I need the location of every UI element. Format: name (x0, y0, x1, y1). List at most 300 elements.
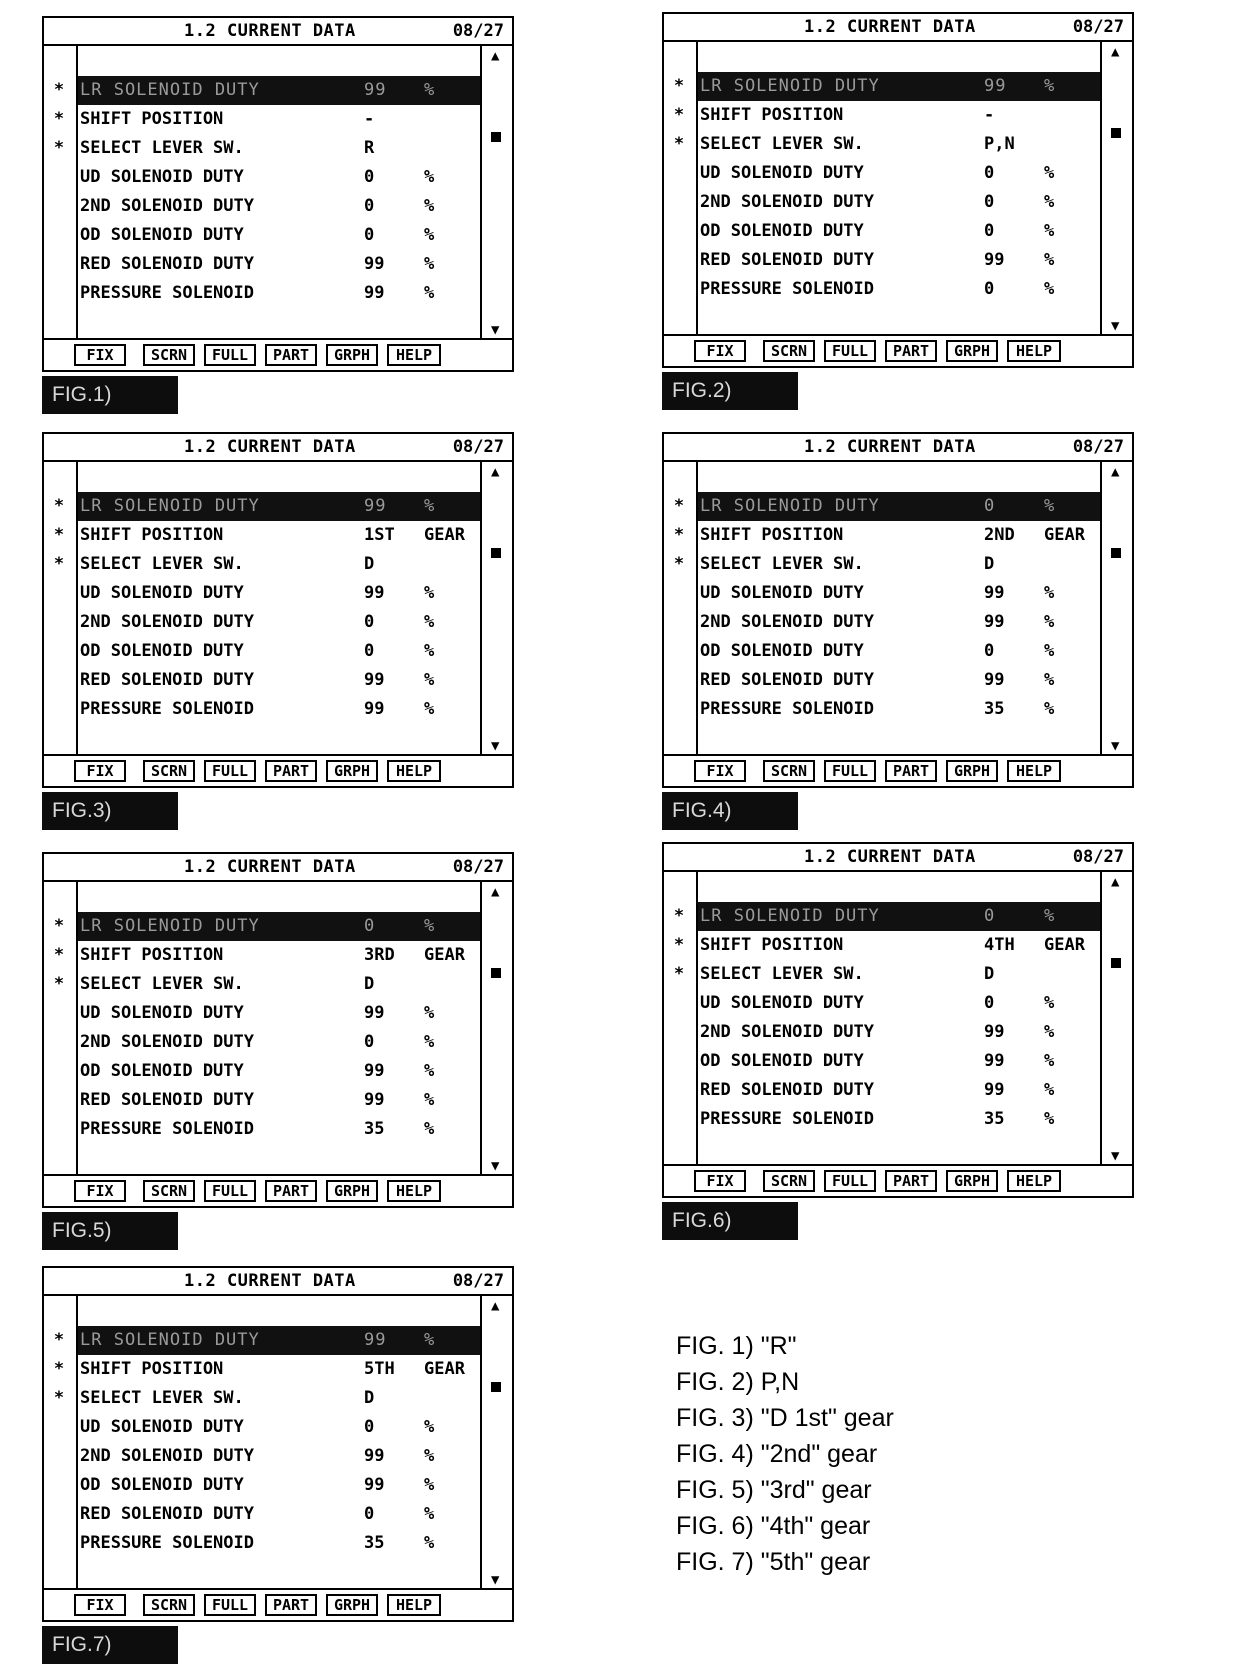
triangle-down-icon[interactable]: ▼ (1111, 1148, 1120, 1164)
parameter-name: PRESSURE SOLENOID (80, 1533, 254, 1553)
triangle-up-icon[interactable]: ▲ (1111, 464, 1120, 480)
parameter-value: 0 (364, 225, 375, 245)
parameter-unit: % (424, 612, 435, 632)
parameter-value: 99 (984, 670, 1005, 690)
parameter-unit: % (1044, 496, 1056, 516)
parameter-name: OD SOLENOID DUTY (700, 1051, 864, 1071)
data-row[interactable] (78, 1057, 480, 1086)
selected-marker: * (673, 906, 685, 926)
softkey-scrn-button[interactable]: SCRN (763, 760, 815, 782)
data-row[interactable] (53, 521, 480, 550)
screen-title: 1.2 CURRENT DATA (184, 1271, 356, 1291)
parameter-value: 35 (984, 699, 1005, 719)
parameter-value: 0 (984, 496, 996, 516)
parameter-name: LR SOLENOID DUTY (700, 906, 880, 926)
screen-header (664, 434, 1132, 462)
data-row[interactable] (698, 579, 1100, 608)
softkey-fix-button[interactable]: FIX (74, 760, 126, 782)
softkey-part-button[interactable]: PART (885, 1170, 937, 1192)
triangle-up-icon[interactable]: ▲ (1111, 44, 1120, 60)
square-icon[interactable] (1111, 128, 1121, 138)
parameter-unit: % (1044, 250, 1055, 270)
triangle-up-icon[interactable]: ▲ (491, 884, 500, 900)
parameter-name: UD SOLENOID DUTY (80, 167, 244, 187)
parameter-name: SHIFT POSITION (80, 945, 224, 965)
parameter-name: LR SOLENOID DUTY (80, 1330, 260, 1350)
selected-marker: * (53, 109, 65, 129)
parameter-value: D (984, 554, 995, 574)
data-row[interactable] (673, 101, 1100, 130)
softkey-help-button[interactable]: HELP (1007, 760, 1061, 782)
scrollbar[interactable] (480, 1296, 512, 1590)
selected-marker: * (673, 525, 685, 545)
scan-tool-screen (662, 12, 1134, 368)
square-icon[interactable] (491, 548, 501, 558)
data-row[interactable] (78, 1086, 480, 1115)
screen-title: 1.2 CURRENT DATA (184, 21, 356, 41)
parameter-value: 99 (364, 80, 387, 100)
parameter-value: 99 (984, 583, 1005, 603)
softkey-scrn-button[interactable]: SCRN (763, 340, 815, 362)
selected-marker: * (673, 134, 685, 154)
parameter-name: RED SOLENOID DUTY (80, 670, 254, 690)
triangle-up-icon[interactable]: ▲ (491, 1298, 500, 1314)
softkey-part-button[interactable]: PART (265, 1594, 317, 1616)
softkey-full-button[interactable]: FULL (824, 760, 876, 782)
selected-marker: * (53, 974, 65, 994)
parameter-value: D (984, 964, 995, 984)
data-row[interactable] (53, 1384, 480, 1413)
legend-item: FIG. 1) "R" (676, 1332, 797, 1360)
parameter-unit: % (424, 496, 436, 516)
legend-item: FIG. 7) "5th" gear (676, 1548, 871, 1576)
softkey-full-button[interactable]: FULL (824, 340, 876, 362)
scan-tool-panel (662, 432, 1134, 822)
softkey-part-button[interactable]: PART (885, 340, 937, 362)
softkey-fix-button[interactable]: FIX (694, 1170, 746, 1192)
parameter-unit: % (1044, 906, 1056, 926)
parameter-name: SHIFT POSITION (80, 525, 224, 545)
page-counter: 08/27 (1072, 847, 1124, 867)
parameter-value: 0 (984, 906, 996, 926)
parameter-name: RED SOLENOID DUTY (700, 1080, 874, 1100)
parameter-name: RED SOLENOID DUTY (700, 250, 874, 270)
scan-tool-screen (42, 852, 514, 1208)
data-row[interactable] (78, 1413, 480, 1442)
scrollbar[interactable] (480, 462, 512, 756)
softkey-part-button[interactable]: PART (265, 344, 317, 366)
parameter-value: - (984, 105, 995, 125)
softkey-help-button[interactable]: HELP (387, 1594, 441, 1616)
selected-marker: * (673, 554, 685, 574)
softkey-fix-button[interactable]: FIX (694, 760, 746, 782)
data-row[interactable] (698, 159, 1100, 188)
data-row[interactable] (698, 1018, 1100, 1047)
parameter-value: 99 (364, 1090, 385, 1110)
figure-caption: FIG.7) (42, 1626, 178, 1664)
parameter-name: SELECT LEVER SW. (700, 964, 864, 984)
parameter-name: OD SOLENOID DUTY (700, 641, 864, 661)
data-row[interactable] (698, 695, 1100, 724)
softkey-grph-button[interactable]: GRPH (326, 1594, 378, 1616)
triangle-down-icon[interactable]: ▼ (491, 1572, 500, 1588)
parameter-unit: % (424, 1417, 435, 1437)
scrollbar[interactable] (480, 882, 512, 1176)
selected-marker: * (53, 138, 65, 158)
parameter-name: UD SOLENOID DUTY (80, 1003, 244, 1023)
selected-marker: * (53, 554, 65, 574)
parameter-name: 2ND SOLENOID DUTY (80, 196, 254, 216)
parameter-name: SELECT LEVER SW. (80, 138, 244, 158)
screen-title: 1.2 CURRENT DATA (804, 17, 976, 37)
parameter-unit: % (1044, 76, 1056, 96)
legend-item: FIG. 5) "3rd" gear (676, 1476, 872, 1504)
softkey-fix-button[interactable]: FIX (74, 1180, 126, 1202)
softkey-grph-button[interactable]: GRPH (326, 760, 378, 782)
softkey-help-button[interactable]: HELP (387, 760, 441, 782)
parameter-value: 99 (364, 1061, 385, 1081)
parameter-unit: % (1044, 583, 1055, 603)
softkey-bar (44, 1588, 512, 1620)
parameter-unit: % (1044, 163, 1055, 183)
parameter-unit: % (424, 254, 435, 274)
page-counter: 08/27 (452, 437, 504, 457)
data-row[interactable] (698, 1076, 1100, 1105)
selected-data-row[interactable] (53, 492, 480, 521)
parameter-value: 99 (364, 699, 385, 719)
parameter-unit: % (424, 1446, 435, 1466)
parameter-unit: GEAR (424, 525, 465, 545)
softkey-grph-button[interactable]: GRPH (326, 344, 378, 366)
parameter-name: LR SOLENOID DUTY (700, 76, 880, 96)
data-row[interactable] (78, 1115, 480, 1144)
parameter-unit: % (424, 1061, 435, 1081)
triangle-down-icon[interactable]: ▼ (1111, 738, 1120, 754)
data-row[interactable] (78, 250, 480, 279)
data-row[interactable] (53, 550, 480, 579)
data-list (53, 76, 480, 308)
parameter-value: 0 (984, 163, 995, 183)
figure-caption: FIG.2) (662, 372, 798, 410)
parameter-name: SHIFT POSITION (80, 1359, 224, 1379)
data-row[interactable] (673, 550, 1100, 579)
parameter-value: R (364, 138, 375, 158)
softkey-full-button[interactable]: FULL (824, 1170, 876, 1192)
parameter-value: 0 (364, 641, 375, 661)
parameter-name: PRESSURE SOLENOID (80, 699, 254, 719)
parameter-unit: % (1044, 1109, 1055, 1129)
parameter-value: D (364, 974, 375, 994)
square-icon[interactable] (491, 1382, 501, 1392)
data-row[interactable] (53, 941, 480, 970)
parameter-unit: GEAR (1044, 935, 1085, 955)
selected-data-row[interactable] (53, 76, 480, 105)
softkey-full-button[interactable]: FULL (204, 1594, 256, 1616)
parameter-name: PRESSURE SOLENOID (700, 279, 874, 299)
parameter-name: UD SOLENOID DUTY (700, 163, 864, 183)
scrollbar[interactable] (1100, 42, 1132, 336)
softkey-bar (664, 334, 1132, 366)
page-counter: 08/27 (452, 857, 504, 877)
softkey-full-button[interactable]: FULL (204, 344, 256, 366)
parameter-name: SHIFT POSITION (700, 935, 844, 955)
parameter-value: 2ND (984, 525, 1015, 545)
triangle-down-icon[interactable]: ▼ (491, 738, 500, 754)
parameter-value: 99 (364, 583, 385, 603)
selected-marker: * (673, 964, 685, 984)
square-icon[interactable] (1111, 958, 1121, 968)
softkey-help-button[interactable]: HELP (387, 344, 441, 366)
parameter-value: D (364, 1388, 375, 1408)
parameter-value: 0 (364, 916, 376, 936)
parameter-value: 99 (364, 1446, 385, 1466)
parameter-value: 99 (364, 254, 385, 274)
parameter-value: 1ST (364, 525, 395, 545)
parameter-unit: % (424, 283, 435, 303)
softkey-part-button[interactable]: PART (885, 760, 937, 782)
parameter-name: 2ND SOLENOID DUTY (80, 1446, 254, 1466)
softkey-scrn-button[interactable]: SCRN (143, 1180, 195, 1202)
data-row[interactable] (698, 217, 1100, 246)
selected-marker: * (53, 945, 65, 965)
selected-marker: * (673, 105, 685, 125)
data-list (53, 1326, 480, 1558)
softkey-scrn-button[interactable]: SCRN (763, 1170, 815, 1192)
data-row[interactable] (78, 1028, 480, 1057)
data-list (673, 72, 1100, 304)
data-row[interactable] (78, 1500, 480, 1529)
selected-marker: * (53, 525, 65, 545)
data-row[interactable] (698, 275, 1100, 304)
parameter-unit: % (424, 1533, 435, 1553)
data-row[interactable] (53, 1355, 480, 1384)
screen-title: 1.2 CURRENT DATA (184, 857, 356, 877)
data-row[interactable] (698, 1047, 1100, 1076)
softkey-scrn-button[interactable]: SCRN (143, 1594, 195, 1616)
parameter-value: 99 (364, 1475, 385, 1495)
data-row[interactable] (78, 579, 480, 608)
screen-header (664, 844, 1132, 872)
softkey-help-button[interactable]: HELP (1007, 340, 1061, 362)
triangle-up-icon[interactable]: ▲ (491, 464, 500, 480)
data-row[interactable] (698, 1105, 1100, 1134)
parameter-name: OD SOLENOID DUTY (80, 641, 244, 661)
parameter-unit: % (424, 699, 435, 719)
scrollbar[interactable] (1100, 462, 1132, 756)
parameter-value: 99 (984, 612, 1005, 632)
data-row[interactable] (78, 666, 480, 695)
scan-tool-panel (662, 842, 1134, 1232)
scrollbar[interactable] (1100, 872, 1132, 1166)
parameter-value: 0 (984, 221, 995, 241)
parameter-unit: % (1044, 1080, 1055, 1100)
parameter-name: SELECT LEVER SW. (80, 974, 244, 994)
triangle-up-icon[interactable]: ▲ (1111, 874, 1120, 890)
scan-tool-screen (662, 432, 1134, 788)
softkey-fix-button[interactable]: FIX (74, 1594, 126, 1616)
data-row[interactable] (78, 637, 480, 666)
softkey-grph-button[interactable]: GRPH (326, 1180, 378, 1202)
parameter-value: 99 (984, 1022, 1005, 1042)
parameter-unit: % (424, 916, 436, 936)
parameter-name: 2ND SOLENOID DUTY (80, 1032, 254, 1052)
parameter-unit: % (1044, 699, 1055, 719)
parameter-value: 0 (984, 641, 995, 661)
square-icon[interactable] (491, 968, 501, 978)
data-row[interactable] (698, 989, 1100, 1018)
data-row[interactable] (78, 1529, 480, 1558)
selected-marker: * (53, 1359, 65, 1379)
triangle-down-icon[interactable]: ▼ (1111, 318, 1120, 334)
parameter-name: OD SOLENOID DUTY (80, 225, 244, 245)
data-row[interactable] (78, 192, 480, 221)
legend-item: FIG. 4) "2nd" gear (676, 1440, 878, 1468)
data-row[interactable] (698, 246, 1100, 275)
square-icon[interactable] (491, 132, 501, 142)
data-list (53, 492, 480, 724)
screen-header (44, 434, 512, 462)
data-row[interactable] (673, 960, 1100, 989)
scan-tool-panel (42, 16, 514, 406)
data-row[interactable] (673, 931, 1100, 960)
parameter-name: OD SOLENOID DUTY (80, 1061, 244, 1081)
parameter-name: SELECT LEVER SW. (80, 1388, 244, 1408)
screen-header (44, 1268, 512, 1296)
selected-data-row[interactable] (53, 1326, 480, 1355)
data-row[interactable] (53, 970, 480, 999)
parameter-unit: % (1044, 221, 1055, 241)
parameter-unit: % (424, 1330, 436, 1350)
scan-tool-screen (42, 432, 514, 788)
parameter-unit: % (424, 1090, 435, 1110)
selected-data-row[interactable] (673, 902, 1100, 931)
selected-data-row[interactable] (673, 72, 1100, 101)
scrollbar[interactable] (480, 46, 512, 340)
parameter-value: 5TH (364, 1359, 395, 1379)
data-row[interactable] (78, 279, 480, 308)
parameter-unit: GEAR (1044, 525, 1085, 545)
softkey-scrn-button[interactable]: SCRN (143, 760, 195, 782)
softkey-part-button[interactable]: PART (265, 1180, 317, 1202)
data-row[interactable] (78, 221, 480, 250)
data-row[interactable] (78, 1442, 480, 1471)
legend-item: FIG. 3) "D 1st" gear (676, 1404, 894, 1432)
parameter-value: 99 (364, 1330, 387, 1350)
data-row[interactable] (78, 1471, 480, 1500)
parameter-unit: % (424, 225, 435, 245)
parameter-unit: % (1044, 192, 1055, 212)
parameter-value: 0 (364, 196, 375, 216)
parameter-name: PRESSURE SOLENOID (80, 1119, 254, 1139)
parameter-unit: % (424, 583, 435, 603)
parameter-value: 0 (984, 993, 995, 1013)
triangle-down-icon[interactable]: ▼ (491, 1158, 500, 1174)
parameter-name: 2ND SOLENOID DUTY (700, 192, 874, 212)
softkey-full-button[interactable]: FULL (204, 760, 256, 782)
softkey-fix-button[interactable]: FIX (74, 344, 126, 366)
data-row[interactable] (78, 999, 480, 1028)
data-row[interactable] (53, 105, 480, 134)
triangle-down-icon[interactable]: ▼ (491, 322, 500, 338)
softkey-grph-button[interactable]: GRPH (946, 760, 998, 782)
softkey-help-button[interactable]: HELP (1007, 1170, 1061, 1192)
triangle-up-icon[interactable]: ▲ (491, 48, 500, 64)
screen-title: 1.2 CURRENT DATA (804, 847, 976, 867)
scan-tool-panel (42, 852, 514, 1242)
data-row[interactable] (673, 130, 1100, 159)
selected-marker: * (673, 935, 685, 955)
softkey-grph-button[interactable]: GRPH (946, 340, 998, 362)
parameter-value: 0 (364, 1032, 375, 1052)
figure-caption: FIG.4) (662, 792, 798, 830)
data-list (673, 902, 1100, 1134)
parameter-value: P,N (984, 134, 1015, 154)
data-list (53, 912, 480, 1144)
selected-marker: * (673, 496, 685, 516)
parameter-name: SHIFT POSITION (700, 525, 844, 545)
parameter-value: 35 (984, 1109, 1005, 1129)
parameter-name: LR SOLENOID DUTY (80, 916, 260, 936)
parameter-unit: % (424, 1475, 435, 1495)
parameter-name: 2ND SOLENOID DUTY (80, 612, 254, 632)
data-row[interactable] (78, 695, 480, 724)
softkey-full-button[interactable]: FULL (204, 1180, 256, 1202)
selected-marker: * (53, 916, 65, 936)
softkey-help-button[interactable]: HELP (387, 1180, 441, 1202)
selected-data-row[interactable] (673, 492, 1100, 521)
parameter-unit: % (1044, 993, 1055, 1013)
softkey-bar (44, 754, 512, 786)
selected-data-row[interactable] (53, 912, 480, 941)
parameter-unit: % (1044, 670, 1055, 690)
parameter-value: 3RD (364, 945, 395, 965)
parameter-unit: GEAR (424, 945, 465, 965)
parameter-unit: % (424, 1003, 435, 1023)
legend-item: FIG. 6) "4th" gear (676, 1512, 871, 1540)
softkey-fix-button[interactable]: FIX (694, 340, 746, 362)
data-row[interactable] (698, 188, 1100, 217)
softkey-grph-button[interactable]: GRPH (946, 1170, 998, 1192)
parameter-unit: % (424, 670, 435, 690)
parameter-name: LR SOLENOID DUTY (80, 496, 260, 516)
data-row[interactable] (78, 608, 480, 637)
parameter-name: UD SOLENOID DUTY (80, 1417, 244, 1437)
parameter-name: UD SOLENOID DUTY (80, 583, 244, 603)
data-row[interactable] (78, 163, 480, 192)
data-row[interactable] (673, 521, 1100, 550)
square-icon[interactable] (1111, 548, 1121, 558)
data-row[interactable] (698, 666, 1100, 695)
screen-title: 1.2 CURRENT DATA (804, 437, 976, 457)
figure-caption: FIG.6) (662, 1202, 798, 1240)
parameter-name: 2ND SOLENOID DUTY (700, 1022, 874, 1042)
selected-marker: * (673, 76, 685, 96)
figure-legend (676, 1328, 894, 1580)
softkey-part-button[interactable]: PART (265, 760, 317, 782)
softkey-scrn-button[interactable]: SCRN (143, 344, 195, 366)
parameter-unit: % (1044, 279, 1055, 299)
data-row[interactable] (698, 637, 1100, 666)
parameter-value: 0 (364, 1504, 375, 1524)
parameter-value: 35 (364, 1533, 385, 1553)
data-row[interactable] (53, 134, 480, 163)
parameter-name: 2ND SOLENOID DUTY (700, 612, 874, 632)
parameter-name: UD SOLENOID DUTY (700, 583, 864, 603)
parameter-name: PRESSURE SOLENOID (700, 1109, 874, 1129)
data-row[interactable] (698, 608, 1100, 637)
parameter-name: SHIFT POSITION (80, 109, 224, 129)
parameter-unit: % (1044, 1051, 1055, 1071)
